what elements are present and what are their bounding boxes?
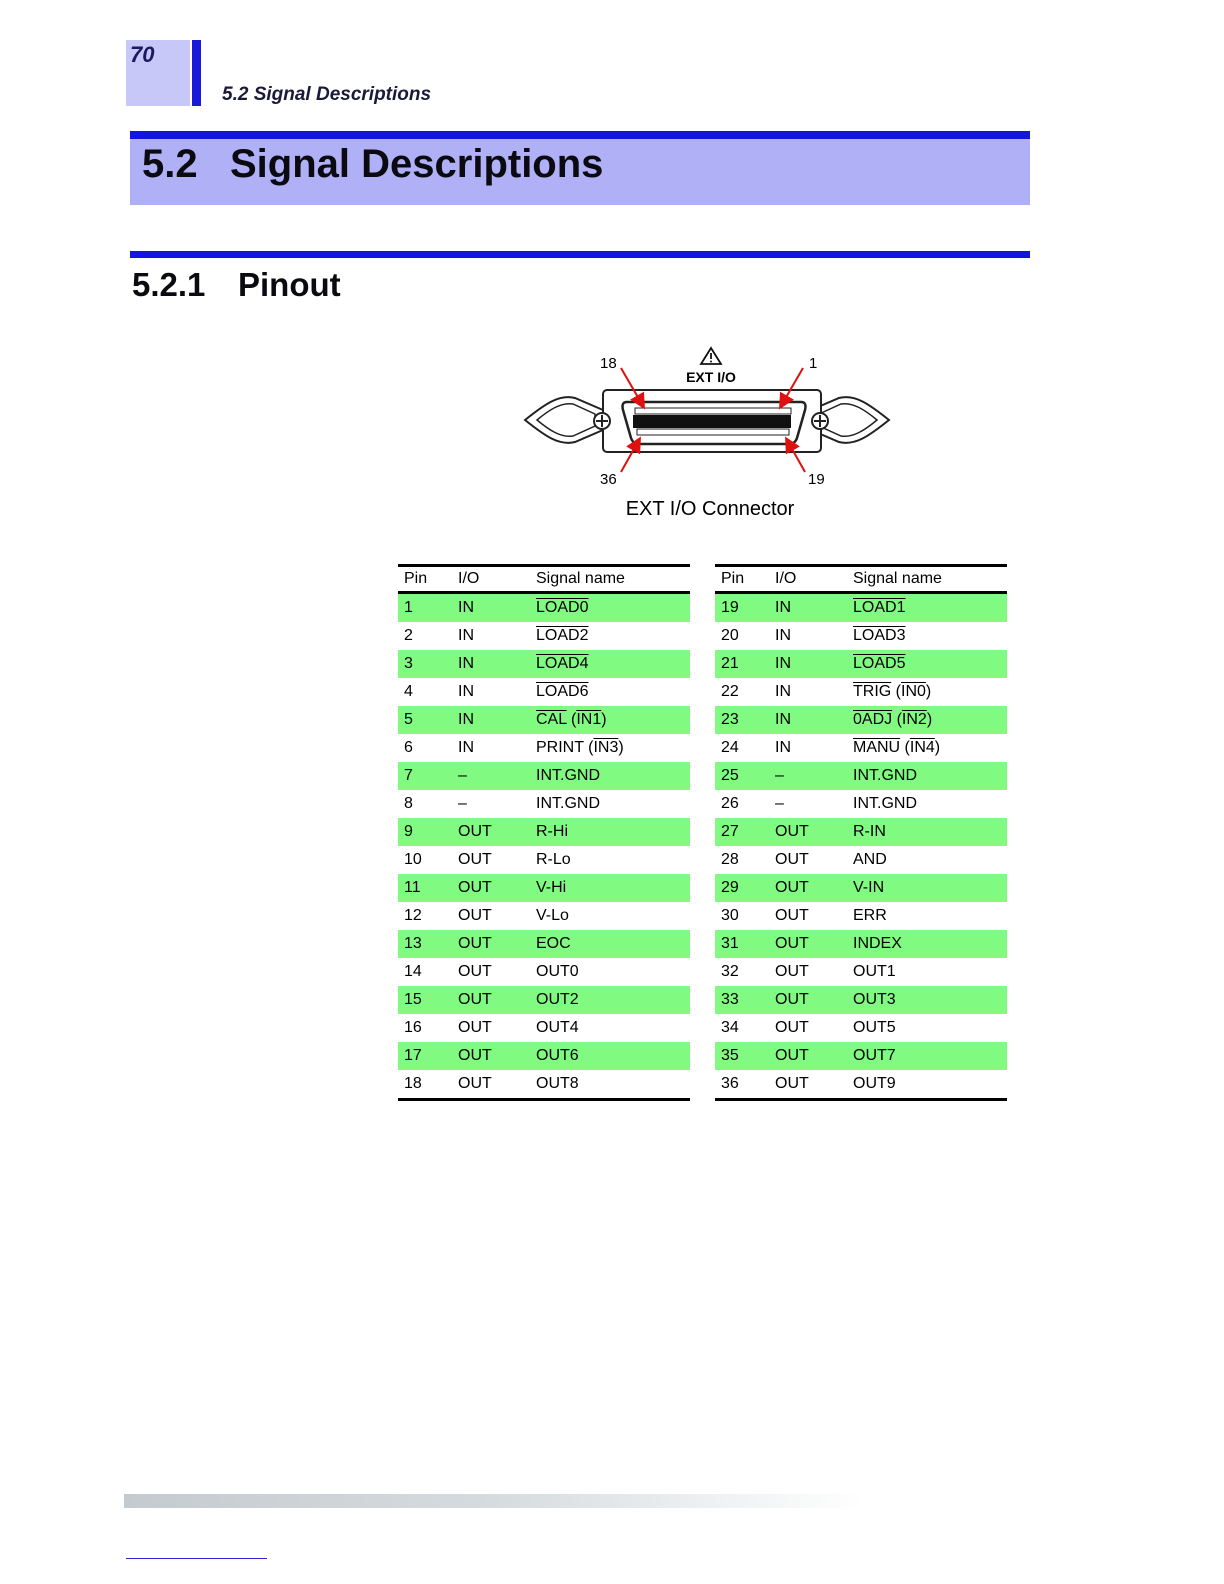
signal-name-text: INT.GND <box>536 767 600 784</box>
pin-cell: 20 <box>721 627 739 644</box>
signal-cell <box>530 622 690 650</box>
io-cell: IN <box>775 683 791 700</box>
table-row <box>715 846 1007 874</box>
io-cell: IN <box>769 650 847 678</box>
pin-cell: 21 <box>715 650 769 678</box>
signal-cell <box>847 1070 1007 1100</box>
table-row <box>715 958 1007 986</box>
io-cell: OUT <box>458 907 492 924</box>
signal-cell <box>530 650 690 678</box>
table-row <box>715 1014 1007 1042</box>
signal-name-text: OUT7 <box>853 1047 896 1064</box>
signal-cell <box>530 593 690 623</box>
ext-io-connector-diagram <box>515 340 915 500</box>
pin-cell: 6 <box>404 739 413 756</box>
subsection-rule <box>130 251 1030 258</box>
table-row <box>715 593 1007 623</box>
table-row <box>398 762 690 790</box>
signal-name-negated: LOAD1 <box>853 599 906 616</box>
signal-cell <box>530 734 690 762</box>
signal-name-text: ) <box>618 739 624 756</box>
signal-cell <box>530 678 690 706</box>
signal-name-text: ( <box>891 683 901 700</box>
signal-name-negated: LOAD5 <box>853 655 906 672</box>
table-row <box>398 902 690 930</box>
pin-cell: 1 <box>398 593 452 623</box>
pin-cell: 33 <box>715 986 769 1014</box>
signal-name-text: ) <box>925 683 932 700</box>
pin-cell: 13 <box>398 930 452 958</box>
signal-cell <box>847 818 1007 846</box>
signal-cell <box>847 874 1007 902</box>
pin-cell: 30 <box>721 907 739 924</box>
signal-cell <box>530 846 690 874</box>
page-number: 70 <box>130 42 155 67</box>
io-cell: IN <box>458 627 474 644</box>
signal-name-negated: $\overline{CAL}$ <box>536 711 567 728</box>
table-row <box>715 902 1007 930</box>
signal-name-text: ERR <box>853 907 887 924</box>
signal-name-text: OUT5 <box>853 1019 896 1036</box>
signal-name-negated: LOAD6 <box>536 683 589 700</box>
pin-cell: 7 <box>398 762 452 790</box>
signal-name-negated: MANU <box>853 739 901 756</box>
signal-name-text: OUT1 <box>853 963 896 980</box>
table-row <box>398 846 690 874</box>
signal-cell <box>530 874 690 902</box>
signal-name-text: OUT0 <box>536 963 579 980</box>
signal-cell <box>847 678 1007 706</box>
io-cell: – <box>775 795 784 812</box>
section-title: Signal Descriptions <box>230 142 604 186</box>
subsection-heading <box>132 266 341 304</box>
pinout-table-left <box>398 564 690 1101</box>
io-cell: OUT <box>452 818 530 846</box>
signal-cell <box>530 930 690 958</box>
pin-cell: 35 <box>715 1042 769 1070</box>
running-header: 5.2 Signal Descriptions <box>222 84 432 105</box>
pin-cell: 29 <box>715 874 769 902</box>
pin-cell: 15 <box>398 986 452 1014</box>
connector-label: EXT I/O <box>686 369 736 385</box>
signal-name-text: OUT3 <box>853 991 896 1008</box>
pin-cell: 11 <box>398 874 452 902</box>
signal-name-negated: LOAD4 <box>536 655 589 672</box>
io-cell: OUT <box>452 1042 530 1070</box>
signal-name-text: V-Lo <box>536 907 569 924</box>
signal-cell <box>847 734 1007 762</box>
io-cell: OUT <box>769 874 847 902</box>
signal-cell <box>847 762 1007 790</box>
table-row <box>715 1042 1007 1070</box>
pin-cell: 23 <box>715 706 769 734</box>
table-header-row <box>398 566 690 593</box>
io-cell: OUT <box>458 1019 492 1036</box>
pin-cell: 22 <box>721 683 739 700</box>
table-row <box>398 818 690 846</box>
signal-name-negated: IN2 <box>901 711 927 728</box>
table-row <box>398 930 690 958</box>
table-row <box>398 874 690 902</box>
table-row <box>715 650 1007 678</box>
table-row <box>398 958 690 986</box>
signal-name-text: R-Lo <box>536 851 571 868</box>
footer-band <box>124 1494 864 1508</box>
signal-name-negated: TRIG <box>853 683 892 700</box>
table-row <box>715 762 1007 790</box>
io-cell: OUT <box>769 1042 847 1070</box>
table-row <box>715 874 1007 902</box>
signal-name-text: OUT4 <box>536 1019 579 1036</box>
pin-label-36: 36 <box>600 471 617 488</box>
signal-name-text: ( <box>892 711 902 728</box>
table-header-row <box>715 566 1007 593</box>
io-cell: – <box>458 795 467 812</box>
io-cell: OUT <box>769 1070 847 1100</box>
section-heading <box>142 142 603 187</box>
signal-name-text: V-Hi <box>536 879 567 896</box>
io-cell: OUT <box>775 1019 809 1036</box>
section-number: 5.2 <box>142 142 198 186</box>
signal-cell <box>530 818 690 846</box>
pinout-table-right <box>715 564 1007 1101</box>
pin-cell: 32 <box>721 963 739 980</box>
signal-name-negated: LOAD2 <box>536 627 589 644</box>
pin-cell: 14 <box>404 963 422 980</box>
io-cell: IN <box>769 706 847 734</box>
signal-name-text: INT.GND <box>536 795 600 812</box>
header-io: I/O <box>452 566 530 593</box>
signal-name-text: R-IN <box>853 823 886 840</box>
pin-cell: 8 <box>404 795 413 812</box>
signal-name-text: PRINT ( <box>536 739 594 756</box>
signal-cell <box>530 1070 690 1100</box>
io-cell: IN <box>452 650 530 678</box>
signal-cell <box>847 846 1007 874</box>
pin-label-19: 19 <box>808 471 825 488</box>
signal-name-text: AND <box>853 851 887 868</box>
table-row <box>398 650 690 678</box>
io-cell: OUT <box>769 986 847 1014</box>
signal-name-text: EOC <box>536 935 571 952</box>
table-row <box>398 790 690 818</box>
pin-cell: 2 <box>404 627 413 644</box>
pin-cell: 27 <box>715 818 769 846</box>
subsection-number: 5.2.1 <box>132 266 206 303</box>
table-row <box>398 678 690 706</box>
pin-cell: 31 <box>715 930 769 958</box>
table-row <box>715 818 1007 846</box>
header-signal: Signal name <box>847 566 1007 593</box>
table-row <box>715 678 1007 706</box>
signal-cell <box>530 902 690 930</box>
signal-name-negated: IN3 <box>593 739 619 756</box>
signal-name-text: OUT8 <box>536 1075 579 1092</box>
table-row <box>398 622 690 650</box>
signal-name-negated: IN4 <box>909 739 935 756</box>
io-cell: OUT <box>452 874 530 902</box>
io-cell: OUT <box>769 930 847 958</box>
table-row <box>398 1042 690 1070</box>
pin-label-18: 18 <box>600 355 617 372</box>
signal-name-text: ) <box>934 739 941 756</box>
io-cell: IN <box>775 627 791 644</box>
pin-cell: 12 <box>404 907 422 924</box>
signal-cell <box>847 593 1007 623</box>
table-row <box>715 706 1007 734</box>
header-signal: Signal name <box>530 566 690 593</box>
subsection-title: Pinout <box>238 266 341 303</box>
signal-cell <box>530 1042 690 1070</box>
signal-name-text: OUT2 <box>536 991 579 1008</box>
signal-cell <box>847 986 1007 1014</box>
connector-caption: EXT I/O Connector <box>625 498 795 520</box>
table-row <box>715 1070 1007 1100</box>
signal-name-text: ) <box>926 711 933 728</box>
io-cell: – <box>452 762 530 790</box>
signal-cell <box>530 958 690 986</box>
signal-name-text: INT.GND <box>853 767 917 784</box>
contact-strip <box>633 415 791 428</box>
signal-cell <box>530 706 690 734</box>
io-cell: OUT <box>452 1070 530 1100</box>
io-cell: IN <box>775 739 791 756</box>
header-pin: Pin <box>715 566 769 593</box>
table-row <box>715 930 1007 958</box>
signal-name-text: R-Hi <box>536 823 568 840</box>
signal-name-text: ( <box>900 739 910 756</box>
pin-cell: 4 <box>404 683 413 700</box>
signal-name-text: OUT6 <box>536 1047 579 1064</box>
table-row <box>398 734 690 762</box>
footer-rule <box>126 1558 267 1559</box>
signal-name-text: V-IN <box>853 879 885 896</box>
page-number-bar <box>192 40 201 106</box>
io-cell: IN <box>452 706 530 734</box>
signal-cell <box>847 790 1007 818</box>
pin-cell: 36 <box>715 1070 769 1100</box>
signal-name-text: ( <box>566 711 577 728</box>
signal-cell <box>847 902 1007 930</box>
signal-cell <box>847 1014 1007 1042</box>
signal-name-negated: IN0 <box>901 683 926 700</box>
pin-cell: 18 <box>398 1070 452 1100</box>
signal-cell <box>847 650 1007 678</box>
io-cell: OUT <box>452 986 530 1014</box>
pin-cell: 3 <box>398 650 452 678</box>
signal-cell <box>530 1014 690 1042</box>
signal-cell <box>847 706 1007 734</box>
table-row <box>398 706 690 734</box>
io-cell: OUT <box>775 963 809 980</box>
header-io: I/O <box>769 566 847 593</box>
table-row <box>398 1070 690 1100</box>
pin-cell: 28 <box>721 851 739 868</box>
io-cell: OUT <box>775 851 809 868</box>
pin-label-1: 1 <box>809 355 818 372</box>
signal-name-text: OUT9 <box>853 1075 896 1092</box>
table-row <box>715 986 1007 1014</box>
signal-cell <box>847 1042 1007 1070</box>
signal-name-text: INT.GND <box>853 795 917 812</box>
signal-cell <box>847 622 1007 650</box>
io-cell: OUT <box>452 930 530 958</box>
signal-name-text: INDEX <box>853 935 902 952</box>
signal-cell <box>847 958 1007 986</box>
signal-cell <box>847 930 1007 958</box>
pin-cell: 16 <box>404 1019 422 1036</box>
io-cell: OUT <box>769 818 847 846</box>
pin-cell: 17 <box>398 1042 452 1070</box>
pin-cell: 34 <box>721 1019 739 1036</box>
io-cell: IN <box>769 593 847 623</box>
signal-cell <box>530 986 690 1014</box>
pin-cell: 9 <box>398 818 452 846</box>
signal-name-negated: LOAD0 <box>536 599 589 616</box>
table-row <box>398 1014 690 1042</box>
pin-cell: 19 <box>715 593 769 623</box>
signal-cell <box>530 762 690 790</box>
table-row <box>398 986 690 1014</box>
io-cell: OUT <box>458 963 492 980</box>
io-cell: – <box>769 762 847 790</box>
table-row <box>715 790 1007 818</box>
signal-name-negated: LOAD3 <box>853 627 906 644</box>
pin-cell: 25 <box>715 762 769 790</box>
header-pin: Pin <box>398 566 452 593</box>
io-cell: IN <box>458 739 474 756</box>
table-row <box>398 593 690 623</box>
signal-name-negated: IN1 <box>576 711 602 728</box>
io-cell: OUT <box>775 907 809 924</box>
io-cell: OUT <box>458 851 492 868</box>
table-row <box>715 734 1007 762</box>
table-row <box>715 622 1007 650</box>
pin-cell: 5 <box>398 706 452 734</box>
signal-cell <box>530 790 690 818</box>
pin-cell: 26 <box>721 795 739 812</box>
signal-name-negated: 0ADJ <box>853 711 893 728</box>
pin-cell: 24 <box>721 739 739 756</box>
io-cell: IN <box>458 683 474 700</box>
signal-name-text: ) <box>601 711 607 728</box>
pin-cell: 10 <box>404 851 422 868</box>
io-cell: IN <box>452 593 530 623</box>
